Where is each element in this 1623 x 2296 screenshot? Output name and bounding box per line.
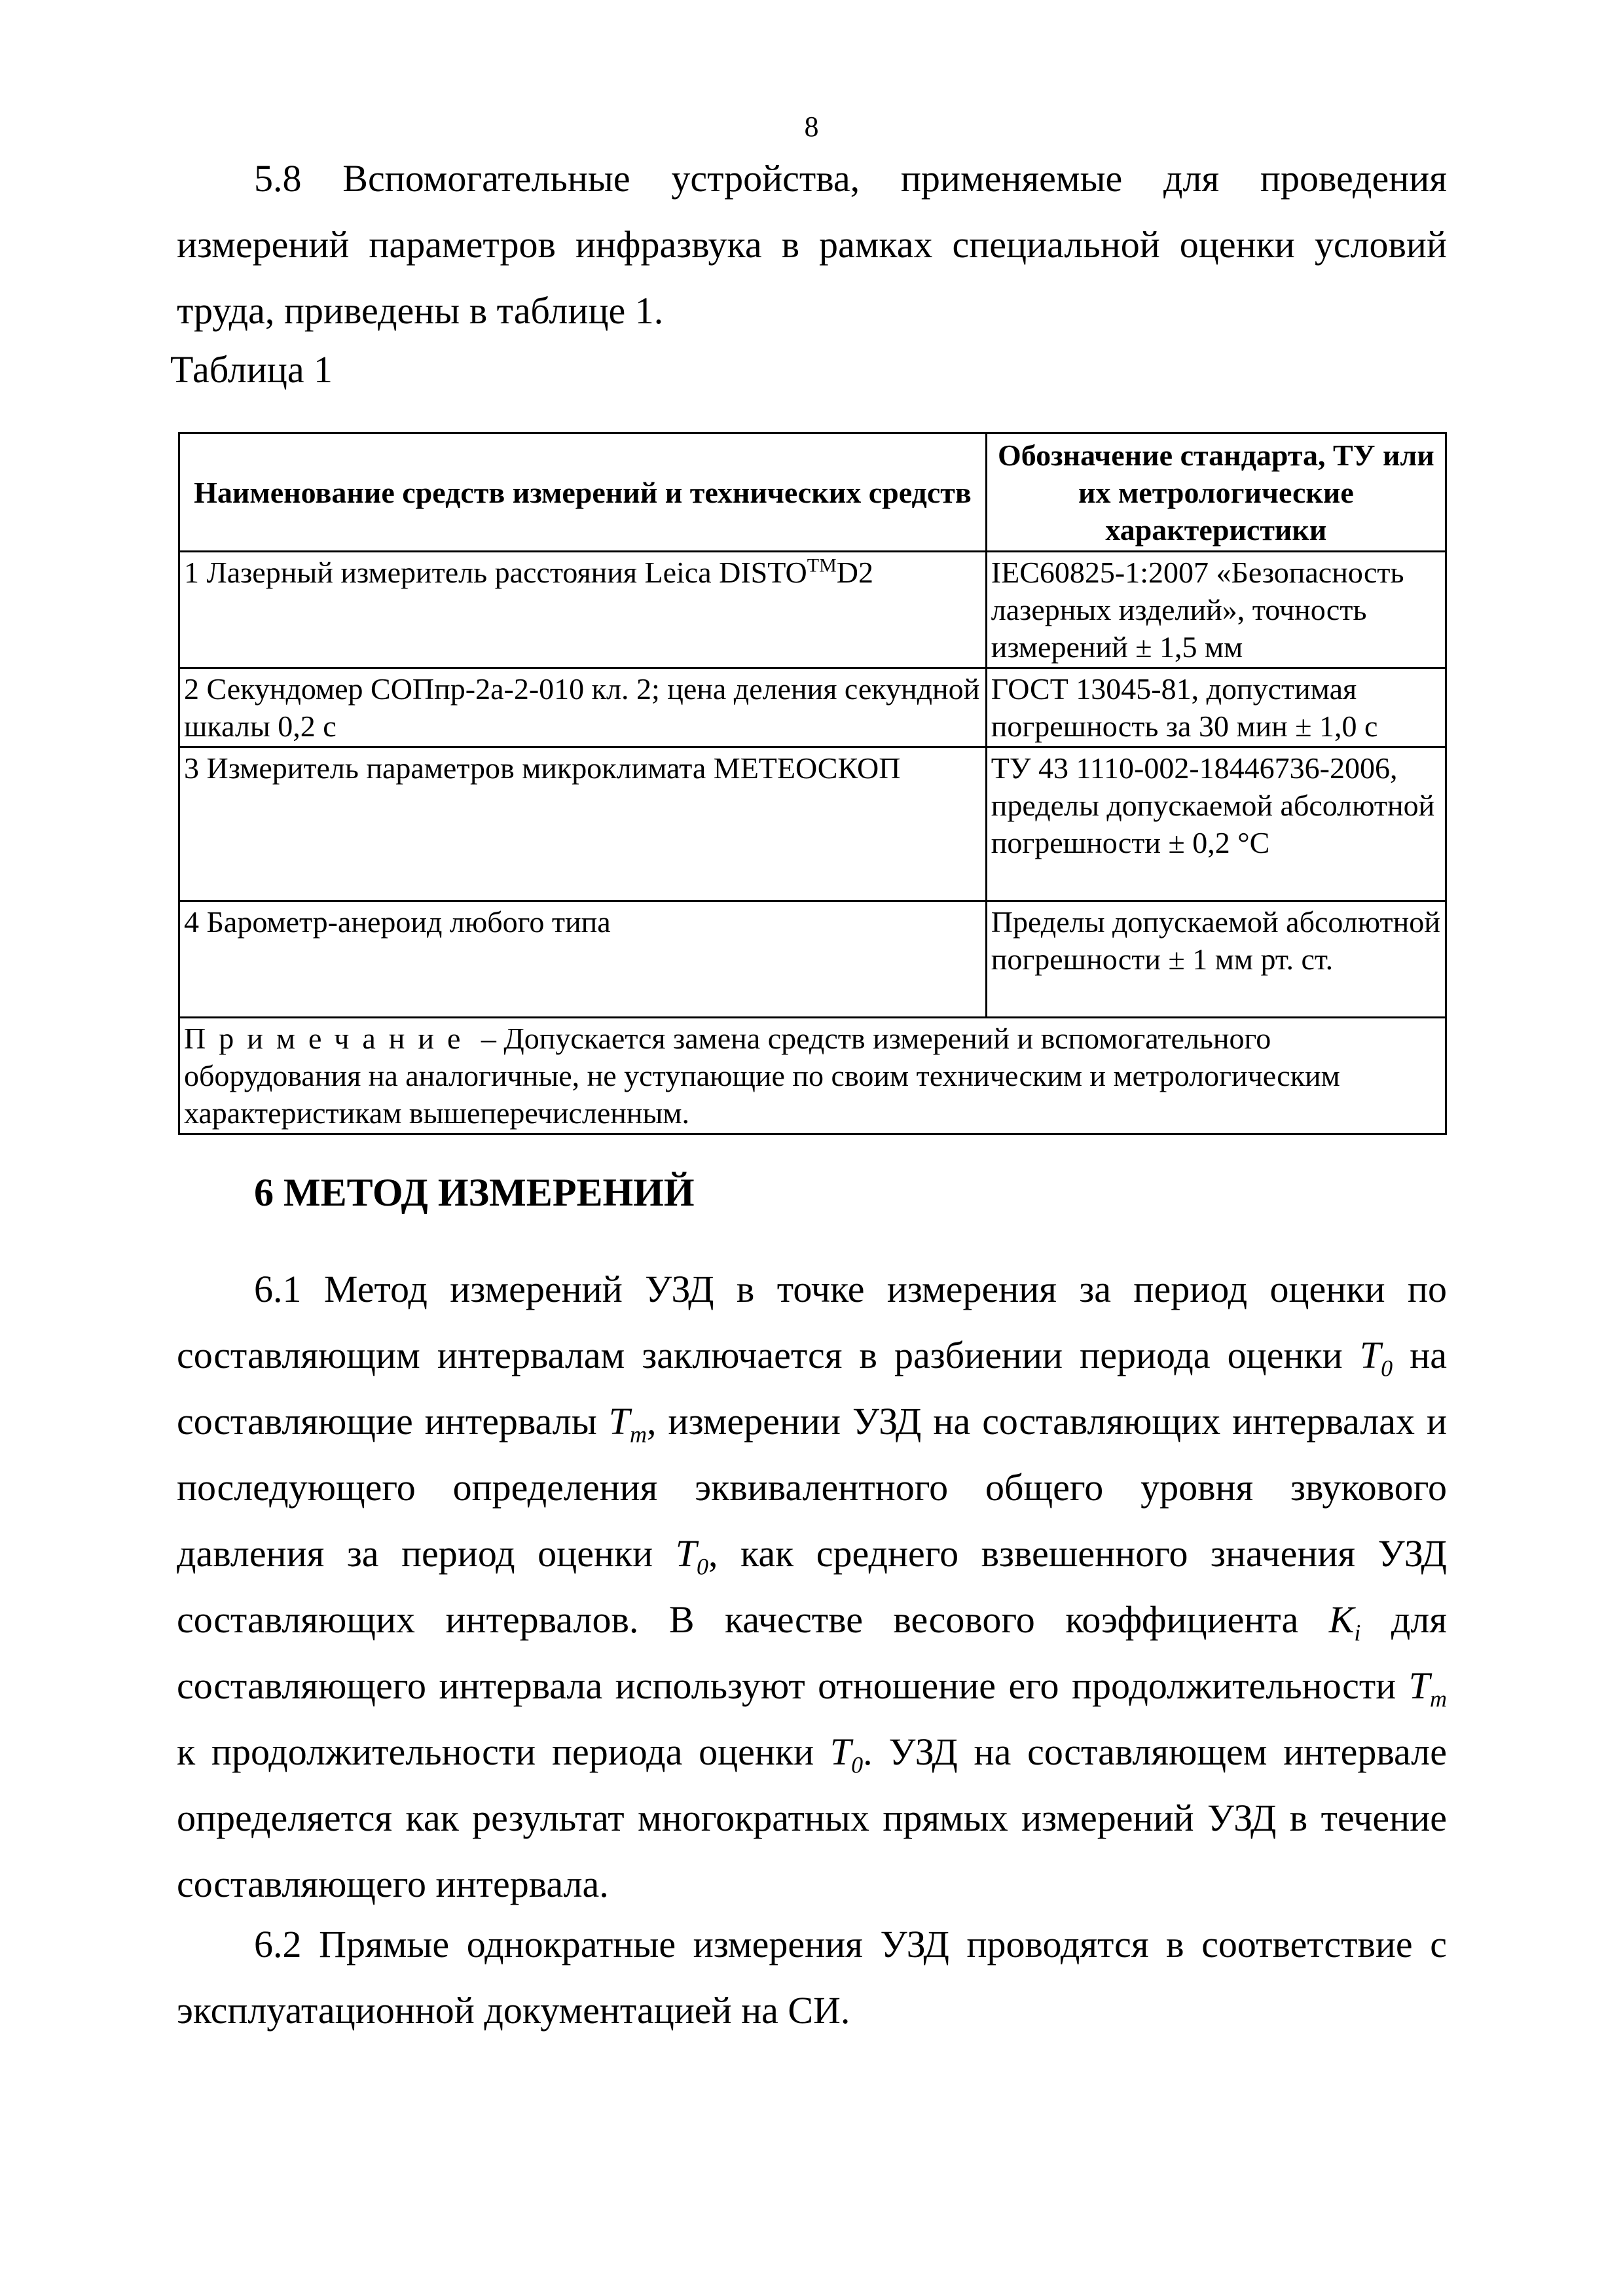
equipment-table [178,432,1447,1135]
table-caption: Таблица 1 [170,348,333,391]
symbol-subscript: 0 [697,1553,708,1580]
row-2-spec: ГОСТ 13045-81, допустимая погрешность за 30 мин ± 1,0 с [986,668,1446,747]
table-row [179,901,1446,1018]
symbol-t0 [830,1731,864,1778]
table-header-row [179,433,1446,552]
row-3-name: 3 Измеритель параметров микроклимата МЕТЕОСКОП [179,747,987,901]
symbol-tm [608,1400,647,1448]
paragraph-6-2: 6.2 Прямые однократные измерения УЗД проводятся в соответствие с эксплуатационной документацией на СИ. [177,1923,1447,2032]
table-row [179,552,1446,668]
symbol-letter: T [830,1731,852,1773]
symbol-letter: T [1359,1334,1381,1376]
row-4-spec: Пределы допускаемой абсолютной погрешности ± 1 мм рт. ст. [986,901,1446,1018]
symbol-subscript: i [1354,1619,1361,1646]
paragraph-5-8: 5.8 Вспомогательные устройства, применяемые для проведения измерений параметров инфразвука в рамках специальной оценки условий труда, приведены в таблице 1. [177,157,1447,332]
p61-text-3: , измерении УЗД на составляющих интервалах и последующего определения эквивалентного общего уровня звукового давления за период оценки [177,1400,1447,1575]
row-1-name-suffix: D2 [836,556,873,589]
table-row [179,668,1446,747]
paragraph-6-1 [177,1256,1447,1917]
symbol-letter: T [1408,1664,1430,1707]
page-number: 8 [804,111,819,143]
symbol-t0 [1359,1334,1393,1382]
row-4-name: 4 Барометр-анероид любого типа [179,901,987,1018]
row-3-spec: ТУ 43 1110-002-18446736-2006, пределы допускаемой абсолютной погрешности ± 0,2 °С [986,747,1446,901]
symbol-subscript: m [1430,1685,1447,1712]
row-1-spec: IEC60825-1:2007 «Безопасность лазерных изделий», точность измерений ± 1,5 мм [986,552,1446,668]
symbol-letter: T [608,1400,630,1443]
p61-text-5: для составляющего интервала используют отношение его продолжительности [177,1598,1447,1707]
p61-text-7: . УЗД на составляющем интервале определяется как результат многократных прямых измерений УЗД в течение составляющего интервала. [177,1731,1447,1905]
p61-text-6: к продолжительности периода оценки [177,1731,830,1773]
table-row [179,747,1446,901]
note-text: – Допускается замена средств измерений и вспомогательного оборудования на аналогичные, не уступающие по своим техническим и метрологическим характеристикам вышеперечисленным. [184,1022,1340,1130]
symbol-subscript: 0 [1381,1355,1393,1382]
p61-text-4: , как среднего взвешенного значения УЗД составляющих интервалов. В качестве весового коэффициента [177,1532,1447,1641]
symbol-ki [1328,1598,1361,1646]
note-label: Примечание [184,1022,474,1055]
symbol-letter: K [1328,1598,1355,1641]
row-1-name-prefix: 1 Лазерный измеритель расстояния Leica DISTO [184,556,807,589]
row-2-name: 2 Секундомер СОПпр-2а-2-010 кл. 2; цена деления секундной шкалы 0,2 с [179,668,987,747]
symbol-subscript: 0 [851,1751,864,1778]
header-spec: Обозначение стандарта, ТУ или их метрологические характеристики [986,433,1446,552]
header-name: Наименование средств измерений и технических средств [179,433,987,552]
row-1-name [179,552,987,668]
p61-text-2: на составляющие интервалы [177,1334,1447,1443]
p61-text-1: 6.1 Метод измерений УЗД в точке измерения за период оценки по составляющим интервалам заключается в разбиении периода оценки [177,1268,1447,1376]
table-note [179,1018,1446,1134]
table-note-row [179,1018,1446,1134]
trademark-sup: TM [807,554,837,577]
section-6-heading: 6 МЕТОД ИЗМЕРЕНИЙ [254,1171,695,1214]
symbol-tm [1408,1664,1447,1712]
symbol-letter: T [675,1532,697,1575]
symbol-t0 [675,1532,708,1580]
symbol-subscript: m [630,1421,647,1448]
